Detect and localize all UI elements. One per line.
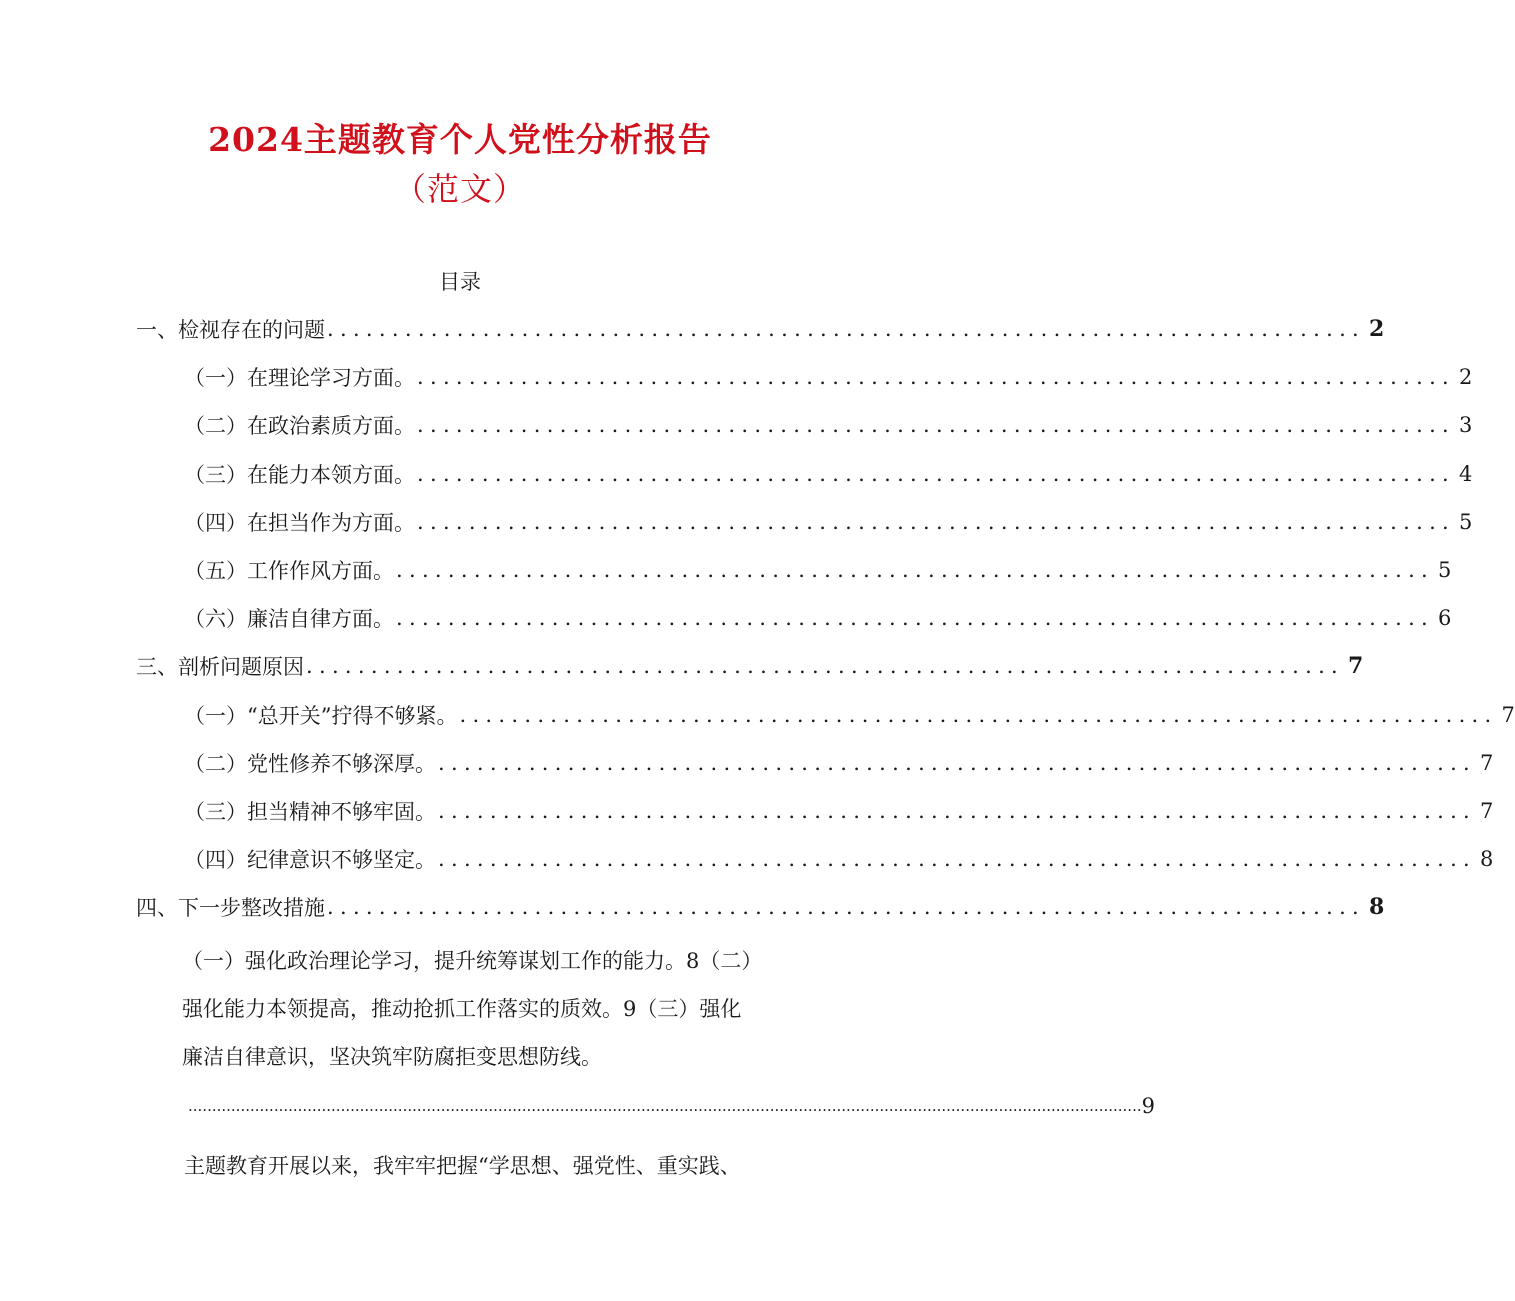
leader-dots: ................................................................................ — [396, 606, 1435, 630]
toc-page-number: 6 — [1438, 606, 1452, 630]
toc-entry — [184, 796, 1494, 826]
toc-entry — [184, 507, 1473, 537]
toc-entry — [184, 700, 1515, 730]
leader-dots: ................................................................................ — [327, 317, 1366, 341]
leader-dots: ................................................................................ — [306, 654, 1345, 678]
toc-entry — [184, 555, 1452, 585]
toc-page-number: 3 — [1459, 413, 1473, 437]
leader-dots: ................................................................................ — [417, 413, 1456, 437]
toc-entry — [184, 459, 1473, 489]
toc-entry — [184, 748, 1494, 778]
toc-entry-label: （五）工作作风方面。 — [184, 559, 394, 583]
toc-page-number: 5 — [1459, 510, 1473, 534]
leader-dots: ................................................................................ — [438, 751, 1477, 775]
toc-entry-label: （四）在担当作为方面。 — [184, 511, 415, 535]
toc-entry — [184, 603, 1452, 633]
toc-page-number: 7 — [1348, 653, 1364, 679]
toc-entry-label: （六）廉洁自律方面。 — [184, 607, 394, 631]
intro-paragraph: 主题教育开展以来，我牢牢把握“学思想、强党性、重实践、 — [184, 1154, 741, 1178]
toc-entry-label: 四、下一步整改措施 — [136, 896, 325, 920]
leader-dots: ................................................................................ — [327, 895, 1366, 919]
paragraph-line: 廉洁自律意识，坚决筑牢防腐拒变思想防线。 — [182, 1045, 602, 1069]
toc-page-number: 8 — [1480, 847, 1494, 871]
leader-dots: ........................................................................................................................................................................................................ — [188, 1097, 1142, 1115]
paragraph-line: （一）强化政治理论学习，提升统筹谋划工作的能力。8（二） — [182, 949, 763, 973]
toc-entry-label: 三、剖析问题原因 — [136, 655, 304, 679]
toc-entry-label: （二）党性修养不够深厚。 — [184, 752, 436, 776]
toc-entry — [184, 410, 1473, 440]
toc-entry — [184, 362, 1473, 392]
toc-entry-label: （三）在能力本领方面。 — [184, 463, 415, 487]
toc-entry — [184, 844, 1494, 874]
toc-page-number: 2 — [1459, 365, 1473, 389]
toc-leader-row — [188, 1091, 1155, 1121]
toc-entry-label: （一）“总开关”拧得不够紧。 — [184, 704, 458, 728]
toc-entry — [136, 314, 1385, 344]
toc-entry — [136, 892, 1385, 922]
toc-page-number: 2 — [1369, 316, 1385, 342]
toc-page-number: 7 — [1480, 799, 1494, 823]
toc-page-number: 7 — [1501, 703, 1515, 727]
toc-entry-label: （一）在理论学习方面。 — [184, 366, 415, 390]
toc-page-number: 5 — [1438, 558, 1452, 582]
title-line-2: （范文） — [393, 170, 526, 208]
paragraph-line: 强化能力本领提高，推动抢抓工作落实的质效。9（三）强化 — [182, 997, 742, 1021]
leader-dots: ................................................................................ — [417, 365, 1456, 389]
toc-heading: 目录 — [439, 270, 481, 294]
toc-entry-label: （四）纪律意识不够坚定。 — [184, 848, 436, 872]
toc-entry-label: （三）担当精神不够牢固。 — [184, 800, 436, 824]
toc-page-number: 8 — [1369, 894, 1385, 920]
leader-dots: ................................................................................ — [438, 799, 1477, 823]
leader-dots: ................................................................................ — [438, 847, 1477, 871]
toc-page-number: 7 — [1480, 751, 1494, 775]
toc-entry-label: （二）在政治素质方面。 — [184, 414, 415, 438]
toc-entry-label: 一、检视存在的问题 — [136, 318, 325, 342]
toc-page-number: 9 — [1141, 1094, 1155, 1118]
leader-dots: ................................................................................ — [396, 558, 1435, 582]
toc-entry — [136, 651, 1364, 681]
merged-toc-paragraph — [182, 937, 792, 1081]
toc-page-number: 4 — [1459, 462, 1473, 486]
leader-dots: ................................................................................ — [417, 510, 1456, 534]
title-line-1: 2024主题教育个人党性分析报告 — [208, 120, 712, 159]
leader-dots: ................................................................................ — [417, 462, 1456, 486]
leader-dots: ................................................................................ — [459, 703, 1498, 727]
